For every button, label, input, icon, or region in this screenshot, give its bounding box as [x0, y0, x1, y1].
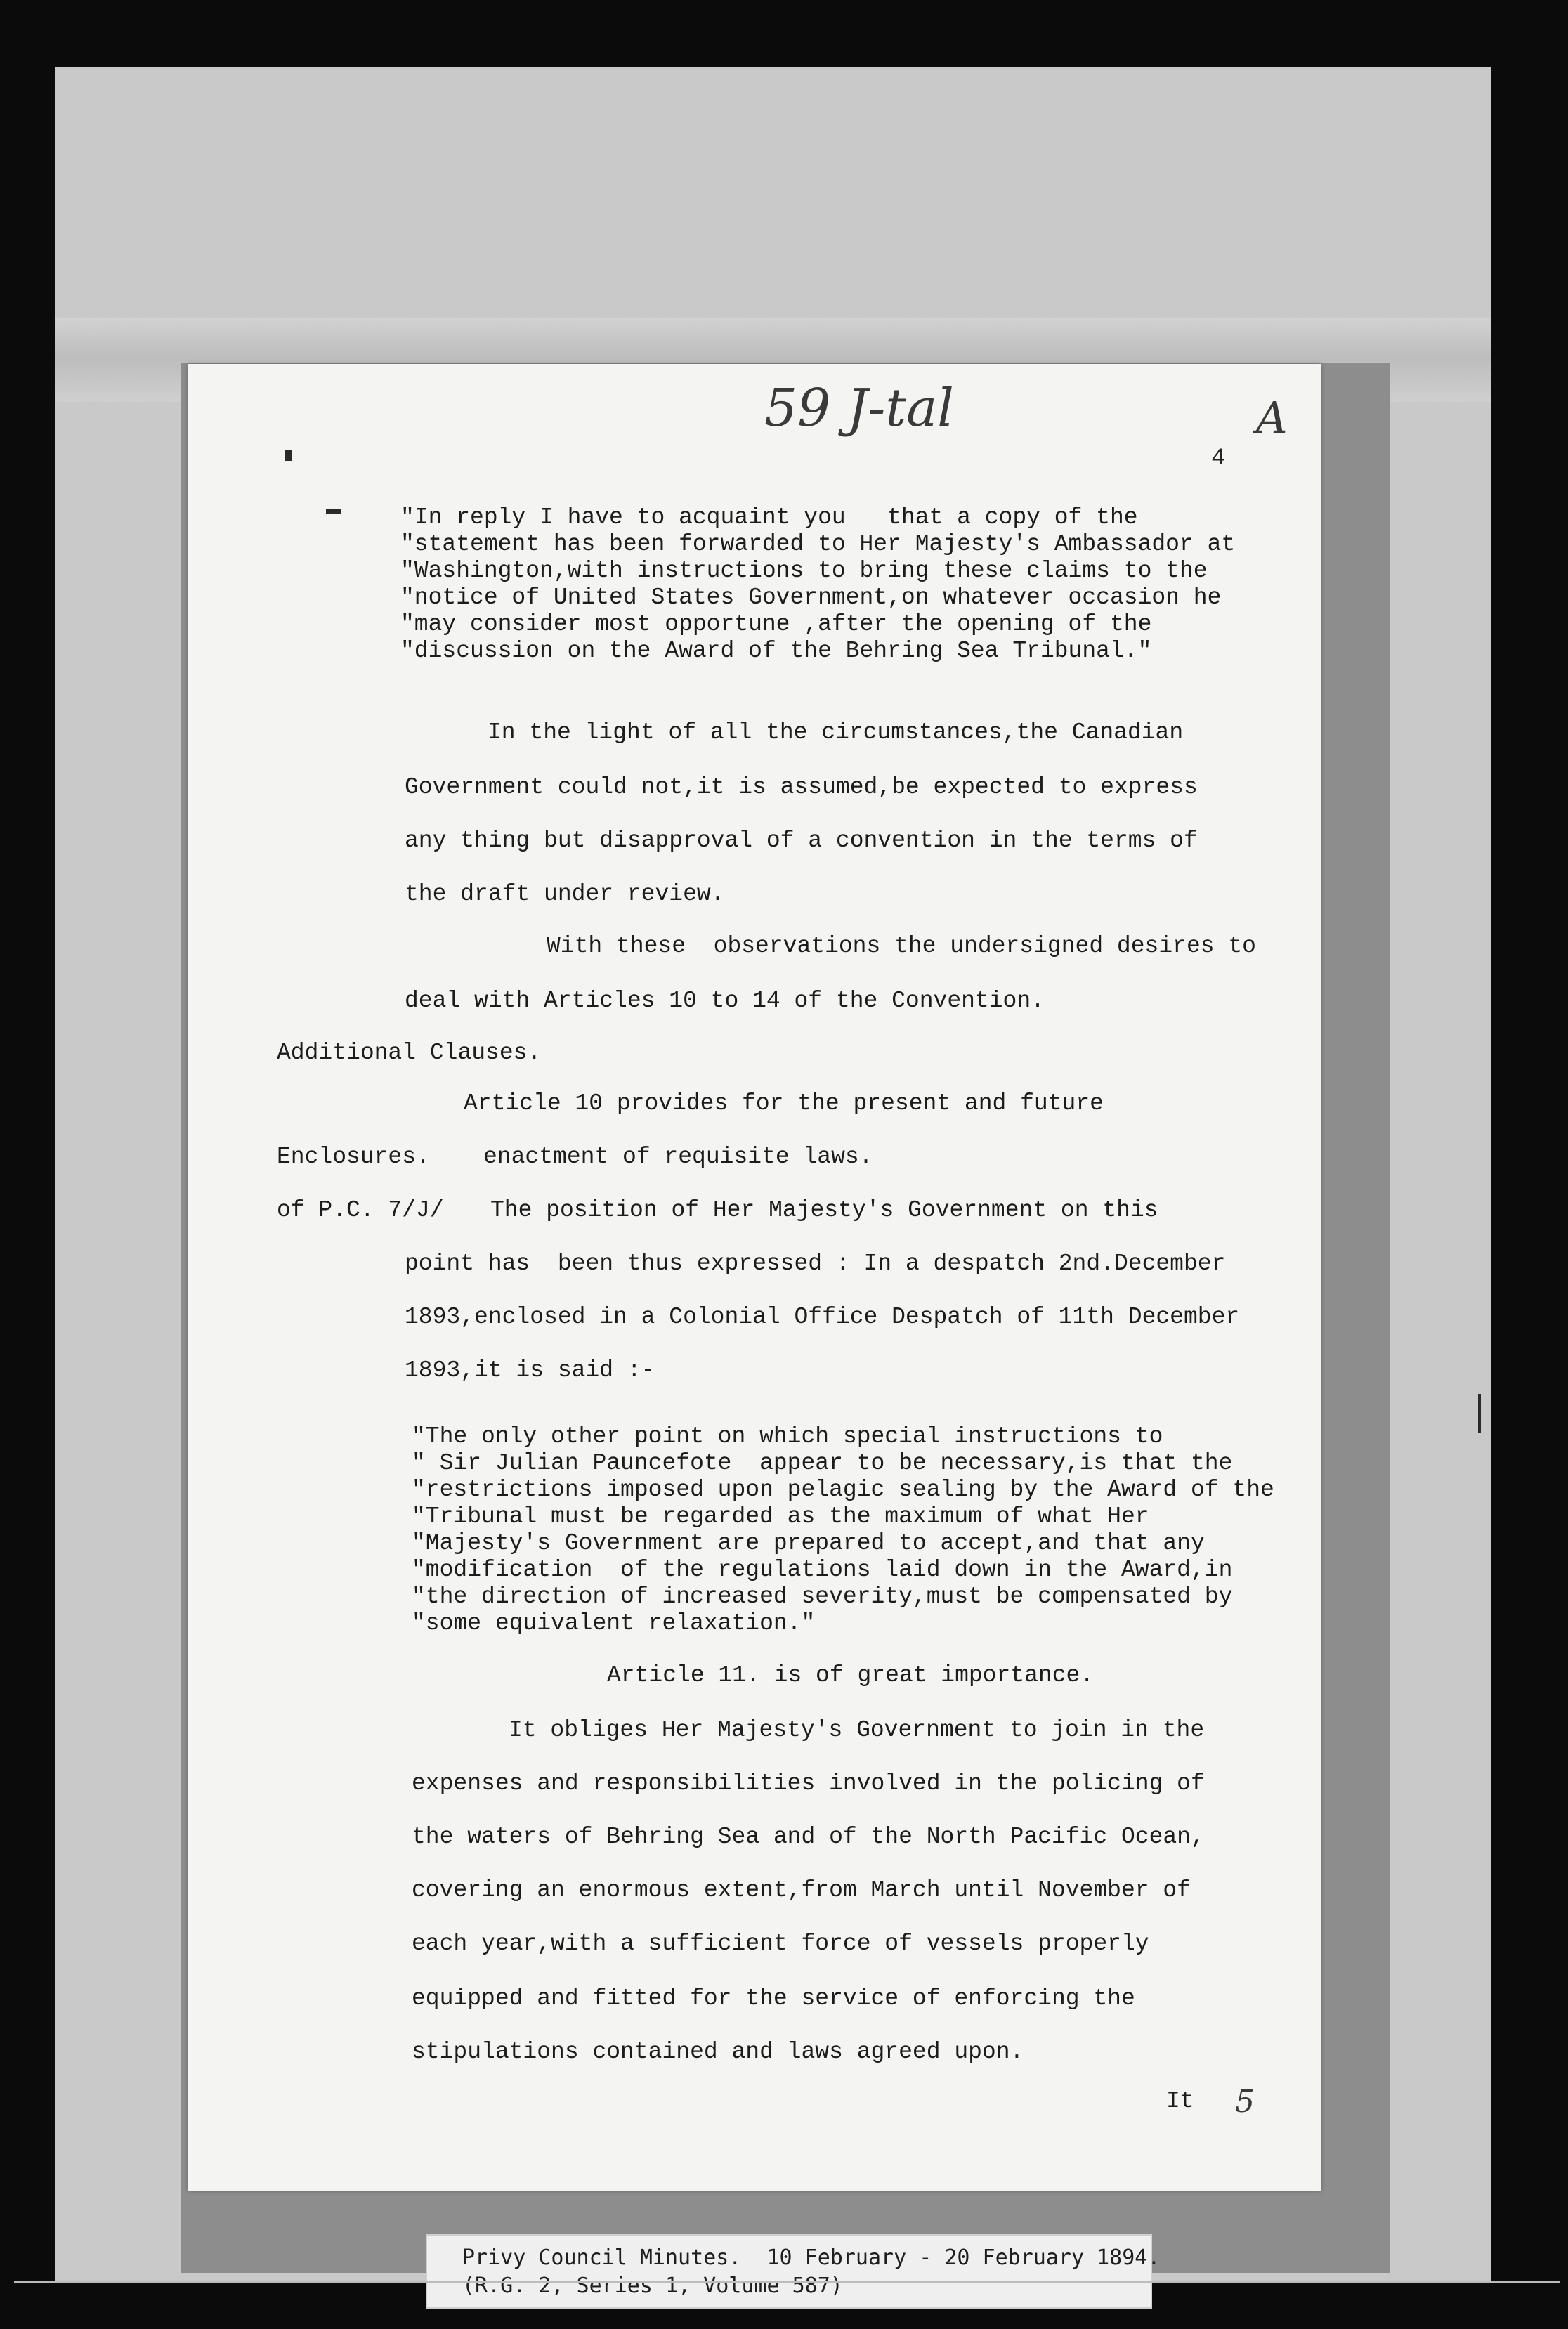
article-11-line: It obliges Her Majesty's Government to join in the	[509, 1717, 1205, 1743]
margin-mark-2	[326, 509, 341, 514]
article-11-line: stipulations contained and laws agreed upon.	[412, 2039, 1024, 2065]
article-10-line: 1893,it is said :-	[405, 1357, 655, 1383]
quote-line: "Majesty's Government are prepared to accept,and that any	[412, 1530, 1205, 1556]
paragraph-line: any thing but disapproval of a convention in the terms of	[405, 828, 1198, 854]
margin-note-enclosures: Enclosures.	[277, 1144, 430, 1170]
quote-line: "notice of United States Government,on whatever occasion he	[400, 585, 1222, 611]
article-11-line: the waters of Behring Sea and of the North Pacific Ocean,	[412, 1824, 1205, 1850]
quote-line: "restrictions imposed upon pelagic sealing by the Award of the	[412, 1477, 1274, 1503]
article-10-line: enactment of requisite laws.	[483, 1144, 873, 1170]
handwritten-folio-note: 59 J-tal	[764, 378, 954, 438]
paragraph-line: Government could not,it is assumed,be expected to express	[405, 774, 1198, 800]
section-heading: Additional Clauses.	[277, 1040, 542, 1066]
article-10-line: 1893,enclosed in a Colonial Office Despatch of 11th December	[405, 1304, 1240, 1330]
handwritten-corner-mark: A	[1256, 392, 1288, 443]
quote-line: "Tribunal must be regarded as the maximum of what Her	[412, 1503, 1149, 1529]
quote-line: "statement has been forwarded to Her Majesty's Ambassador at	[400, 531, 1236, 557]
document-page	[188, 364, 1321, 2191]
article-10-line: Article 10 provides for the present and future	[464, 1090, 1104, 1116]
quote-line: "In reply I have to acquaint you that a copy of the	[400, 504, 1138, 530]
paragraph-line: In the light of all the circumstances,the Canadian	[488, 719, 1184, 745]
handwritten-bottom-mark: 5	[1235, 2084, 1255, 2120]
article-11-heading: Article 11. is of great importance.	[607, 1662, 1095, 1688]
paragraph-line: the draft under review.	[405, 881, 725, 907]
archive-caption-title: Privy Council Minutes. 10 February - 20 February 1894.	[462, 2245, 1161, 2270]
article-11-line: covering an enormous extent,from March until November of	[412, 1877, 1191, 1903]
margin-note-pc: of P.C. 7/J/	[277, 1197, 444, 1223]
paragraph-line: deal with Articles 10 to 14 of the Convention.	[405, 988, 1045, 1014]
article-10-line: The position of Her Majesty's Government on this	[490, 1197, 1158, 1223]
film-edge	[14, 2281, 1560, 2329]
archive-caption-reference: (R.G. 2, Series 1, Volume 587)	[462, 2273, 843, 2298]
quote-line: "the direction of increased severity,must be compensated by	[412, 1584, 1233, 1610]
quote-line: "modification of the regulations laid down in the Award,in	[412, 1557, 1233, 1583]
right-edge-mark	[1478, 1394, 1481, 1433]
article-11-line: each year,with a sufficient force of vessels properly	[412, 1931, 1149, 1957]
quote-line: "Washington,with instructions to bring these claims to the	[400, 558, 1208, 584]
catchword: It	[1166, 2088, 1194, 2114]
article-11-line: expenses and responsibilities involved in the policing of	[412, 1770, 1205, 1796]
margin-mark	[285, 450, 292, 461]
page-number: 4	[1211, 445, 1226, 472]
quote-line: "discussion on the Award of the Behring Sea Tribunal."	[400, 638, 1152, 664]
quote-line: "may consider most opportune ,after the opening of the	[400, 611, 1152, 637]
article-11-line: equipped and fitted for the service of enforcing the	[412, 1985, 1135, 2011]
quote-line: " Sir Julian Pauncefote appear to be necessary,is that the	[412, 1450, 1233, 1476]
paragraph-line: With these observations the undersigned desires to	[547, 933, 1256, 959]
quote-line: "The only other point on which special instructions to	[412, 1423, 1163, 1449]
quote-line: "some equivalent relaxation."	[412, 1610, 816, 1636]
article-10-line: point has been thus expressed : In a despatch 2nd.December	[405, 1251, 1226, 1277]
